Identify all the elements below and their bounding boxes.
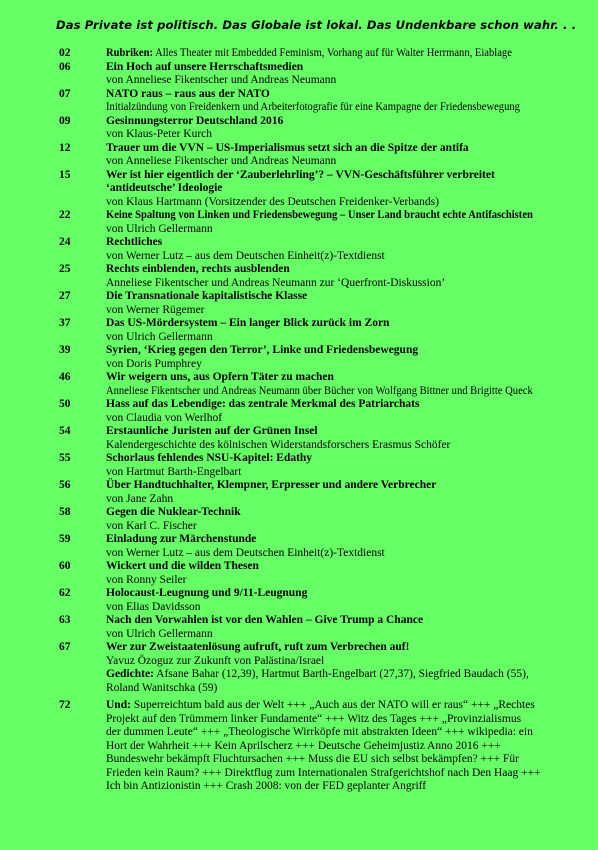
entry-body — [106, 398, 582, 425]
entry-author: von Jane Zahn — [106, 492, 174, 505]
entry-author: Kalendergeschichte des kölnischen Widerstandsforschers Erasmus Schöfer — [106, 438, 451, 451]
toc-entry — [0, 398, 598, 425]
page-number: 60 — [59, 560, 71, 572]
entry-author: von Hartmut Barth-Engelbart — [106, 465, 242, 478]
entry-body — [106, 668, 582, 695]
page-number: 62 — [59, 587, 71, 599]
entry-title: Nach den Vorwahlen ist vor den Wahlen – Give Trump a Chance — [106, 614, 424, 626]
entry-body — [106, 699, 582, 794]
page-number: 15 — [59, 168, 71, 181]
entry-author: Initialzündung von Freidenkern und Arbeiterfotografie für eine Kampagne der Friedensbewegung — [106, 101, 520, 113]
entry-title: Die Transnationale kapitalistische Klasse — [106, 290, 308, 302]
entry-body — [106, 641, 582, 668]
entry-body — [106, 425, 582, 452]
und-line — [106, 767, 582, 781]
page-number: 55 — [59, 452, 71, 464]
toc-entry — [0, 614, 598, 641]
entry-body — [106, 371, 582, 398]
entry-title-continued: ‘antideutsche’ Ideologie — [106, 182, 223, 194]
und-text: Projekt auf den Trümmern linker Fundamente“ +++ Witz des Tages +++ „Provinzialismus — [106, 712, 522, 725]
toc-entry — [0, 344, 598, 371]
entry-author: von Anneliese Fikentscher und Andreas Neumann — [106, 155, 337, 167]
toc-entry — [0, 371, 598, 398]
entry-title: Trauer um die VVN – US-Imperialismus setzt sich an die Spitze der antifa — [106, 141, 469, 154]
entry-body — [106, 47, 582, 61]
entry-title: Ein Hoch auf unsere Herrschaftsmedien — [106, 60, 304, 73]
page-number: 67 — [59, 641, 71, 653]
entry-author: von Klaus Hartmann (Vorsitzender des Deutschen Freidenker-Verbands) — [106, 195, 439, 208]
page-number: 02 — [59, 47, 71, 59]
toc-entry — [0, 560, 598, 587]
page-number: 27 — [59, 290, 71, 302]
entry-body — [106, 115, 582, 142]
gedichte-line — [106, 668, 582, 682]
entry-label: Rubriken: — [106, 47, 154, 59]
entry-body — [106, 614, 582, 641]
und-text: der dummen Leute“ +++ „Theologische Wirrköpfe mit abstrakten Ideen“ +++ wikipedia: ein — [106, 726, 533, 738]
page-number: 24 — [59, 236, 71, 248]
entry-body — [106, 533, 582, 560]
toc-entry — [0, 263, 598, 290]
page-number: 06 — [59, 60, 71, 73]
page-number: 50 — [59, 398, 71, 410]
entry-author: Anneliese Fikentscher und Andreas Neumann über Bücher von Wolfgang Bittner und Brigitte Queck — [106, 384, 533, 397]
entry-title: Rechts einblenden, rechts ausblenden — [106, 263, 290, 275]
toc-entry — [0, 88, 598, 115]
toc-entry — [0, 209, 598, 236]
page-number: 22 — [59, 209, 71, 221]
gedichte-line: Roland Wanitschka (59) — [106, 681, 218, 694]
entry-title: Erstaunliche Juristen auf der Grünen Insel — [106, 425, 318, 437]
entry-title: Wer zur Zweistaatenlösung aufruft, ruft zum Verbrechen auf! — [106, 641, 410, 653]
entry-body — [106, 317, 582, 344]
gedichte-text: Afsane Bahar (12,39), Hartmut Barth-Engelbart (27,37), Siegfried Baudach (55), — [156, 668, 529, 680]
entry-author: von Elias Davidsson — [106, 600, 201, 613]
und-entry — [0, 699, 598, 794]
und-line — [106, 726, 582, 740]
entry-title: Das US-Mördersystem – Ein langer Blick zurück im Zorn — [106, 317, 390, 329]
toc-entry — [0, 115, 598, 142]
toc-entry — [0, 169, 598, 210]
entry-body — [106, 88, 582, 115]
toc-entry — [0, 587, 598, 614]
entry-author: von Werner Lutz – aus dem Deutschen Einheit(z)-Textdienst — [106, 249, 385, 262]
entry-title: Einladung zur Märchenstunde — [106, 533, 257, 545]
entry-body — [106, 587, 582, 614]
entry-author: von Ulrich Gellermann — [106, 330, 213, 343]
toc-entry — [0, 47, 598, 61]
und-text: Ich bin Antizionistin +++ Crash 2008: von der FED geplanter Angriff — [106, 780, 427, 792]
entry-title: Schorlaus fehlendes NSU-Kapitel: Edathy — [106, 452, 313, 464]
toc-entry — [0, 61, 598, 88]
und-line — [106, 753, 582, 767]
entry-author: von Claudia von Werlhof — [106, 411, 223, 424]
entry-title: Wer ist hier eigentlich der ‘Zauberlehrling’? – VVN-Geschäftsführer verbreitet — [106, 168, 495, 181]
und-text: Bundeswehr bekämpft Fluchtursachen +++ Muss die EU sich selbst bekämpfen? +++ Für — [106, 753, 519, 765]
toc-entry — [0, 142, 598, 169]
und-text: Frieden kein Raum? +++ Direktflug zum Internationalen Strafgerichtshof nach Den Haag +++ — [106, 766, 541, 779]
entry-author: von Ulrich Gellermann — [106, 222, 213, 235]
entry-title: Syrien, ‘Krieg gegen den Terror’, Linke und Friedensbewegung — [106, 344, 419, 356]
entry-body — [106, 452, 582, 479]
entry-title: Wickert und die wilden Thesen — [106, 560, 259, 572]
entry-author: Yavuz Özoguz zur Zukunft von Palästina/Israel — [106, 654, 325, 667]
entry-body — [106, 560, 582, 587]
entry-body — [106, 169, 582, 210]
und-line — [106, 740, 582, 754]
entry-body — [106, 61, 582, 88]
page-number: 54 — [59, 425, 71, 437]
entry-author: von Anneliese Fikentscher und Andreas Neumann — [106, 74, 337, 86]
entry-title: Über Handtuchhalter, Klempner, Erpresser und andere Verbrecher — [106, 479, 437, 491]
page-number: 25 — [59, 263, 71, 275]
entry-author: Anneliese Fikentscher und Andreas Neumann zur ‘Querfront-Diskussion’ — [106, 276, 446, 289]
page-number: 58 — [59, 506, 71, 518]
entry-body — [106, 479, 582, 506]
entry-body — [106, 209, 582, 236]
entry-title: Wir weigern uns, aus Opfern Täter zu machen — [106, 371, 334, 383]
entry-line — [106, 47, 544, 61]
entry-body — [106, 236, 582, 263]
page-number: 39 — [59, 344, 71, 356]
entry-body — [106, 344, 582, 371]
page-number: 56 — [59, 479, 71, 491]
und-line — [106, 780, 582, 794]
entry-title: NATO raus – raus aus der NATO — [106, 87, 270, 100]
entry-author: von Werner Lutz – aus dem Deutschen Einheit(z)-Textdienst — [106, 546, 385, 559]
entry-body — [106, 142, 582, 169]
und-line — [106, 713, 582, 727]
toc-entry — [0, 290, 598, 317]
entry-title: Hass auf das Lebendige: das zentrale Merkmal des Patriarchats — [106, 398, 420, 410]
und-label: Und: — [106, 699, 131, 711]
page-number: 59 — [59, 533, 71, 545]
entry-author: von Werner Rügemer — [106, 303, 205, 316]
und-line — [106, 699, 582, 713]
page-number: 07 — [59, 87, 71, 100]
page-number: 37 — [59, 317, 71, 329]
gedichte-entry — [0, 668, 598, 695]
page-number: 72 — [59, 699, 71, 711]
entry-author: von Doris Pumphrey — [106, 357, 202, 370]
entry-body — [106, 263, 582, 290]
entry-text: Alles Theater mit Embedded Feminism, Vorhang auf für Walter Herrmann, Eiablage — [155, 47, 512, 59]
toc-entry — [0, 533, 598, 560]
gedichte-label: Gedichte: — [106, 668, 154, 680]
und-text: Superreichtum bald aus der Welt +++ „Auch aus der NATO will er raus“ +++ „Rechtes — [133, 699, 535, 711]
entry-title: Keine Spaltung von Linken und Friedensbewegung – Unser Land braucht echte Antifaschisten — [106, 209, 533, 221]
toc-entry — [0, 317, 598, 344]
page-number: 63 — [59, 614, 71, 626]
toc-entry — [0, 479, 598, 506]
toc-entry — [0, 236, 598, 263]
toc-entry — [0, 425, 598, 452]
page-number: 09 — [59, 114, 71, 127]
page-number: 46 — [59, 371, 71, 383]
page-number: 12 — [59, 141, 71, 154]
und-text: Hort der Wahrheit +++ Kein Aprilscherz +++ Deutsche Geheimjustiz Anno 2016 +++ — [106, 739, 501, 752]
entry-body — [106, 506, 582, 533]
entry-title: Gesinnungsterror Deutschland 2016 — [106, 114, 284, 127]
toc-entry — [0, 641, 598, 668]
page-header: Das Private ist politisch. Das Globale ist lokal. Das Undenkbare schon wahr. . . — [56, 18, 577, 32]
toc-entry — [0, 452, 598, 479]
entry-title: Holocaust-Leugnung und 9/11-Leugnung — [106, 587, 308, 599]
entry-author: von Karl C. Fischer — [106, 519, 197, 532]
entry-author: von Klaus-Peter Kurch — [106, 128, 213, 140]
entry-body — [106, 290, 582, 317]
entry-title: Gegen die Nuklear-Technik — [106, 506, 241, 518]
toc-entry — [0, 506, 598, 533]
entry-author: von Ronny Seiler — [106, 573, 187, 586]
entry-title: Rechtliches — [106, 236, 163, 248]
entry-author: von Ulrich Gellermann — [106, 627, 213, 640]
toc-list — [0, 47, 598, 794]
